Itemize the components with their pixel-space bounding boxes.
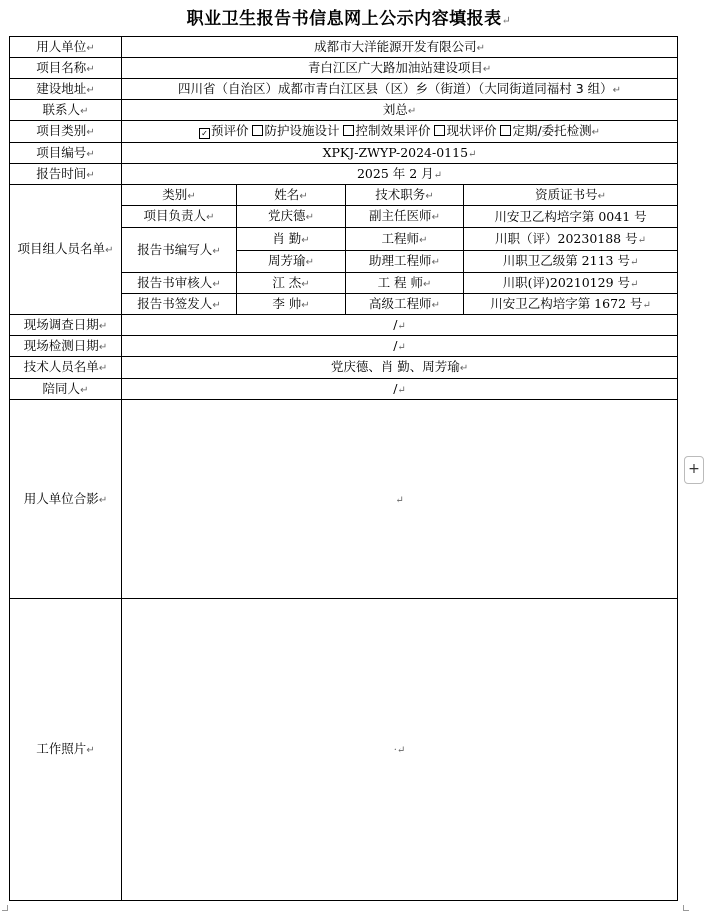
- page-title: 职业卫生报告书信息网上公示内容填报表↵: [186, 9, 512, 29]
- project-no-label: 项目编号↵: [10, 143, 122, 164]
- checkbox-icon[interactable]: [343, 125, 354, 136]
- team-header-name: 姓名↵: [237, 185, 346, 206]
- row-companion: [10, 379, 678, 400]
- contact-value[interactable]: 刘总↵: [122, 100, 678, 121]
- tech-staff-label: 技术人员名单↵: [10, 357, 122, 379]
- row-project-no: [10, 143, 678, 164]
- team-name[interactable]: 周芳瑜↵: [237, 251, 346, 273]
- team-name[interactable]: 江 杰↵: [237, 273, 346, 294]
- address-label: 建设地址↵: [10, 79, 122, 100]
- group-photo-label: 用人单位合影↵: [10, 400, 122, 599]
- test-date-value[interactable]: /↵: [122, 336, 678, 357]
- option-periodic-testing[interactable]: 定期/委托检测: [500, 123, 591, 138]
- report-time-label: 报告时间↵: [10, 164, 122, 185]
- project-name-value[interactable]: 青白江区广大路加油站建设项目↵: [122, 58, 678, 79]
- team-title[interactable]: 高级工程师↵: [346, 294, 464, 315]
- tech-staff-value[interactable]: 党庆德、肖 勤、周芳瑜↵: [122, 357, 678, 379]
- companion-label: 陪同人↵: [10, 379, 122, 400]
- team-name[interactable]: 肖 勤↵: [237, 228, 346, 251]
- row-category: [10, 121, 678, 143]
- row-contact: [10, 100, 678, 121]
- option-pre-evaluation[interactable]: ✓ 预评价: [199, 123, 249, 138]
- team-label: 项目组人员名单↵: [10, 185, 122, 315]
- team-name[interactable]: 李 帅↵: [237, 294, 346, 315]
- project-name-label: 项目名称↵: [10, 58, 122, 79]
- employer-label: 用人单位↵: [10, 37, 122, 58]
- row-survey-date: [10, 315, 678, 336]
- row-work-photo: [10, 599, 678, 901]
- group-photo-area[interactable]: ↵: [122, 400, 678, 599]
- team-category: 报告书编写人↵: [122, 228, 237, 273]
- project-no-value[interactable]: XPKJ-ZWYP-2024-0115↵: [122, 143, 678, 164]
- companion-value[interactable]: /↵: [122, 379, 678, 400]
- option-status-evaluation[interactable]: 现状评价: [434, 123, 496, 138]
- team-category: 报告书签发人↵: [122, 294, 237, 315]
- page-corner-mark: [2, 905, 8, 911]
- survey-date-label: 现场调查日期↵: [10, 315, 122, 336]
- team-cert[interactable]: 川安卫乙构培字第 1672 号↵: [464, 294, 678, 315]
- team-name[interactable]: 党庆德↵: [237, 206, 346, 228]
- team-header-cert: 资质证书号↵: [464, 185, 678, 206]
- team-title[interactable]: 工 程 师↵: [346, 273, 464, 294]
- survey-date-value[interactable]: /↵: [122, 315, 678, 336]
- contact-label: 联系人↵: [10, 100, 122, 121]
- work-photo-label: 工作照片↵: [10, 599, 122, 901]
- team-cert[interactable]: 川安卫乙构培字第 0041 号: [464, 206, 678, 228]
- row-employer: [10, 37, 678, 58]
- team-title[interactable]: 工程师↵: [346, 228, 464, 251]
- row-address: [10, 79, 678, 100]
- report-time-value[interactable]: 2025 年 2 月↵: [122, 164, 678, 185]
- team-cert[interactable]: 川职（评）20230188 号↵: [464, 228, 678, 251]
- info-form-table: [9, 36, 678, 901]
- team-header-title: 技术职务↵: [346, 185, 464, 206]
- option-control-effect[interactable]: 控制效果评价: [343, 123, 430, 138]
- team-title[interactable]: 助理工程师↵: [346, 251, 464, 273]
- checkbox-icon[interactable]: [500, 125, 511, 136]
- team-header-row: [10, 185, 678, 206]
- category-label: 项目类别↵: [10, 121, 122, 143]
- team-header-category: 类别↵: [122, 185, 237, 206]
- employer-value[interactable]: 成都市大洋能源开发有限公司↵: [122, 37, 678, 58]
- checkbox-icon[interactable]: [252, 125, 263, 136]
- checkbox-checked-icon[interactable]: ✓: [199, 128, 210, 139]
- row-tech-staff: [10, 357, 678, 379]
- team-title[interactable]: 副主任医师↵: [346, 206, 464, 228]
- row-project-name: [10, 58, 678, 79]
- team-cert[interactable]: 川职(评)20210129 号↵: [464, 273, 678, 294]
- checkbox-icon[interactable]: [434, 125, 445, 136]
- team-category: 项目负责人↵: [122, 206, 237, 228]
- row-report-time: [10, 164, 678, 185]
- category-options: ✓ 预评价 防护设施设计 控制效果评价 现状评价 定期/委托检测↵: [122, 121, 678, 143]
- address-value[interactable]: 四川省（自治区）成都市青白江区县（区）乡（街道）（大同街道同福村 3 组）↵: [122, 79, 678, 100]
- work-photo-area[interactable]: ·↵: [122, 599, 678, 901]
- test-date-label: 现场检测日期↵: [10, 336, 122, 357]
- row-test-date: [10, 336, 678, 357]
- plus-icon[interactable]: +: [684, 456, 704, 484]
- team-category: 报告书审核人↵: [122, 273, 237, 294]
- page-corner-mark: [683, 905, 689, 911]
- option-protection-design[interactable]: 防护设施设计: [252, 123, 339, 138]
- row-group-photo: [10, 400, 678, 599]
- team-cert[interactable]: 川职卫乙级第 2113 号↵: [464, 251, 678, 273]
